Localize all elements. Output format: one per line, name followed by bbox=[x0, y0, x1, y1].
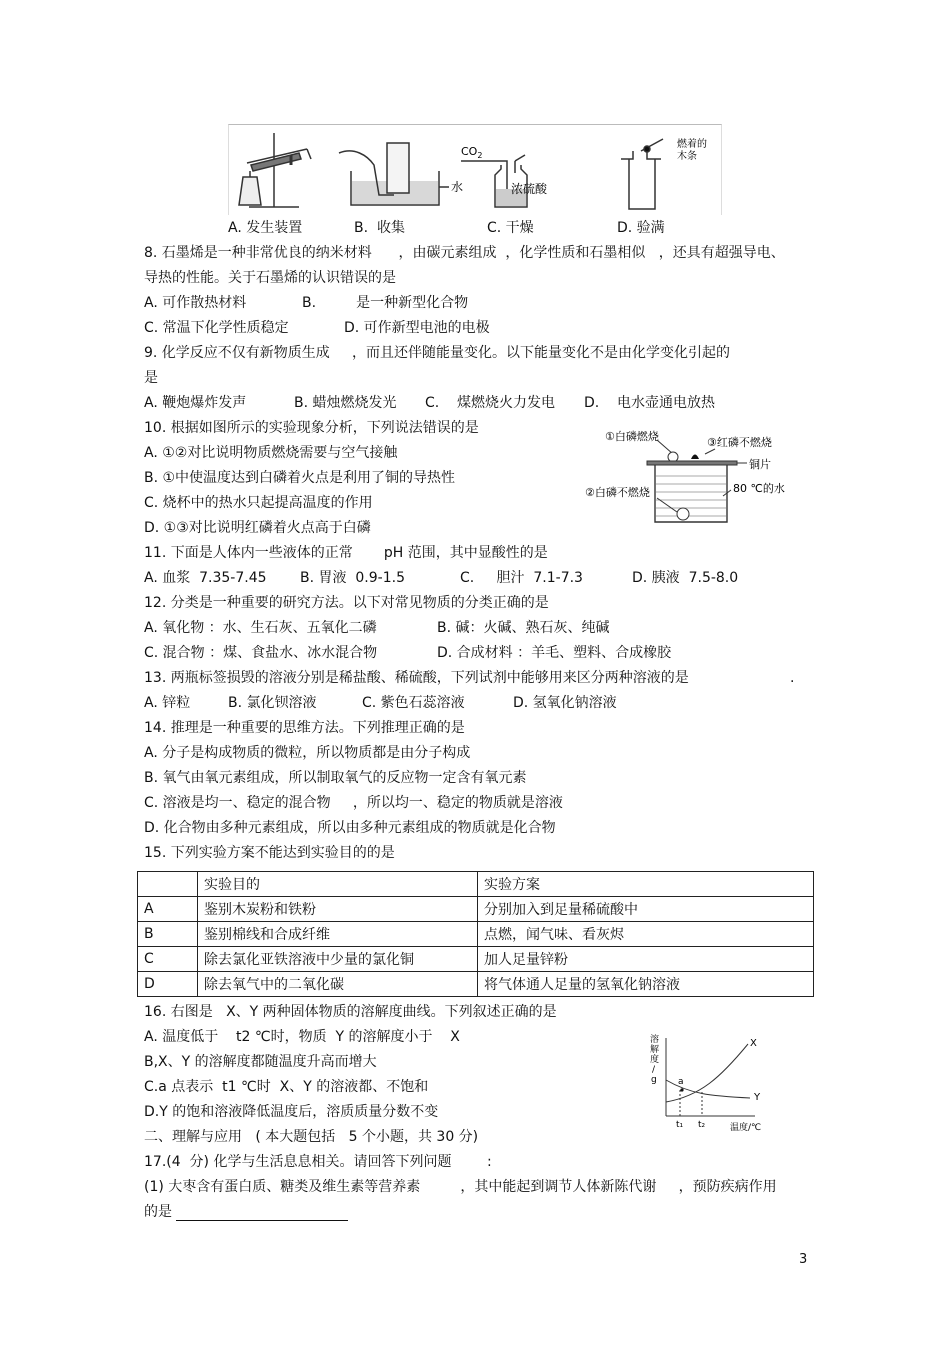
q17-stem: 17.(4 分) 化学与生活息息相关。请回答下列问题 : bbox=[144, 1154, 492, 1170]
apparatus-figure bbox=[228, 124, 722, 215]
table-header-row bbox=[138, 872, 814, 897]
experiment-table bbox=[137, 871, 814, 997]
q13-option-a: A. 锌粒 bbox=[144, 695, 191, 711]
q16-option-d: D.Y 的饱和溶液降低温度后，溶质质量分数不变 bbox=[144, 1104, 439, 1120]
q9-option-c: C. 煤燃烧火力发电 bbox=[425, 395, 556, 411]
x-axis-label: 温度/℃ bbox=[730, 1123, 762, 1133]
table-cell: 加人足量锌粉 bbox=[478, 947, 814, 972]
q11-option-b: B. 胃液 0.9-1.5 bbox=[300, 570, 405, 586]
q12-option-d: D. 合成材料 ：羊毛、塑料、合成橡胶 bbox=[437, 645, 672, 661]
table-cell: 鉴别棉线和合成纤维 bbox=[198, 922, 478, 947]
combustion-figure bbox=[585, 426, 815, 526]
table-cell: 鉴别木炭粉和铁粉 bbox=[198, 897, 478, 922]
table-cell: A bbox=[138, 897, 198, 922]
q14-option-c: C. 溶液是均一、稳定的混合物 ，所以均一、稳定的物质就是溶液 bbox=[144, 795, 563, 811]
q11-option-a: A. 血浆 7.35-7.45 bbox=[144, 570, 267, 586]
label-white-p-underwater: ②白磷不燃烧 bbox=[585, 486, 650, 499]
table-row bbox=[138, 897, 814, 922]
q12-option-c: C. 混合物 ：煤、食盐水、冰水混合物 bbox=[144, 645, 378, 661]
table-cell: 将气体通人足量的氢氧化钠溶液 bbox=[478, 972, 814, 997]
q9-option-b: B. 蜡烛燃烧发光 bbox=[294, 395, 397, 411]
point-a-label: a bbox=[678, 1077, 684, 1087]
q10-option-a: A. ①②对比说明物质燃烧需要与空气接触 bbox=[144, 445, 398, 461]
label-copper: 铜片 bbox=[749, 458, 771, 471]
apparatus-option-b: B. 收集 bbox=[354, 220, 405, 236]
table-row bbox=[138, 922, 814, 947]
table-cell: 除去氧气中的二氧化碳 bbox=[198, 972, 478, 997]
q16-option-b: B,X、Y 的溶解度都随温度升高而增大 bbox=[144, 1054, 377, 1070]
apparatus-option-c: C. 干燥 bbox=[487, 220, 534, 236]
apparatus-drawing bbox=[229, 125, 721, 215]
q10-option-c: C. 烧杯中的热水只起提高温度的作用 bbox=[144, 495, 373, 511]
q11-option-d: D. 胰液 7.5-8.0 bbox=[632, 570, 739, 586]
label-red-p-not-burning: ③红磷不燃烧 bbox=[707, 436, 772, 449]
q15-stem: 15. 下列实验方案不能达到实验目的的是 bbox=[144, 845, 395, 861]
label-hot-water: 80 ℃的水 bbox=[733, 482, 785, 495]
y-axis-label-5: g bbox=[651, 1075, 657, 1085]
q12-option-a: A. 氧化物 ：水、生石灰、五氧化二磷 bbox=[144, 620, 377, 636]
table-header-cell: 实验方案 bbox=[478, 872, 814, 897]
answer-blank[interactable] bbox=[176, 1206, 348, 1221]
q14-stem: 14. 推理是一种重要的思维方法。下列推理正确的是 bbox=[144, 720, 465, 736]
q8-option-d: D. 可作新型电池的电极 bbox=[344, 320, 490, 336]
q8-option-a: A. 可作散热材料 bbox=[144, 295, 247, 311]
q14-option-b: B. 氧气由氧元素组成，所以制取氧气的反应物一定含有氧元素 bbox=[144, 770, 527, 786]
curve-x-label: X bbox=[750, 1038, 757, 1049]
q11-stem: 11. 下面是人体内一些液体的正常 pH 范围，其中显酸性的是 bbox=[144, 545, 548, 561]
q8-option-c: C. 常温下化学性质稳定 bbox=[144, 320, 289, 336]
q10-option-b: B. ①中使温度达到白磷着火点是利用了铜的导热性 bbox=[144, 470, 456, 486]
q10-stem: 10. 根据如图所示的实验现象分析，下列说法错误的是 bbox=[144, 420, 479, 436]
q8-stem-line1: 8. 石墨烯是一种非常优良的纳米材料 ，由碳元素组成 ，化学性质和石墨相似 ，还具有超强导电、 bbox=[144, 245, 785, 261]
tick-t2: t₂ bbox=[698, 1120, 706, 1130]
q13-stem: 13. 两瓶标签损毁的溶液分别是稀盐酸、稀硫酸，下列试剂中能够用来区分两种溶液的是 bbox=[144, 670, 689, 686]
table-cell: B bbox=[138, 922, 198, 947]
apparatus-option-d: D. 验满 bbox=[617, 220, 665, 236]
stick-label-2: 木条 bbox=[677, 151, 697, 162]
q17-part1-cont bbox=[144, 1203, 348, 1221]
y-axis-label-3: 度 bbox=[650, 1055, 660, 1065]
apparatus-option-a: A. 发生装置 bbox=[228, 220, 303, 236]
combustion-drawing bbox=[585, 426, 815, 526]
q13-option-b: B. 氯化钡溶液 bbox=[228, 695, 317, 711]
table-row bbox=[138, 947, 814, 972]
table-cell: 分别加入到足量稀硫酸中 bbox=[478, 897, 814, 922]
stick-label-1: 燃着的 bbox=[677, 139, 707, 150]
q10-option-d: D. ①③对比说明红磷着火点高于白磷 bbox=[144, 520, 371, 536]
q16-stem: 16. 右图是 X、Y 两种固体物质的溶解度曲线。下列叙述正确的是 bbox=[144, 1004, 557, 1020]
q9-option-a: A. 鞭炮爆炸发声 bbox=[144, 395, 247, 411]
tick-t1: t₁ bbox=[676, 1120, 684, 1130]
q9-stem-line1: 9. 化学反应不仅有新物质生成 ，而且还伴随能量变化。以下能量变化不是由化学变化引起的 bbox=[144, 345, 731, 361]
table-cell: D bbox=[138, 972, 198, 997]
solubility-graph bbox=[650, 1034, 780, 1134]
table-cell: 点燃，闻气味、看灰烬 bbox=[478, 922, 814, 947]
co2-label: $CO_2$ bbox=[461, 145, 483, 160]
table-header-cell: 实验目的 bbox=[198, 872, 478, 897]
table-row bbox=[138, 972, 814, 997]
q17-part1-cont-text: 的是 bbox=[144, 1204, 172, 1220]
q12-stem: 12. 分类是一种重要的研究方法。以下对常见物质的分类正确的是 bbox=[144, 595, 549, 611]
q13-option-c: C. 紫色石蕊溶液 bbox=[362, 695, 465, 711]
q13-option-d: D. 氢氧化钠溶液 bbox=[513, 695, 617, 711]
label-white-p-burning: ①白磷燃烧 bbox=[605, 430, 659, 443]
page-number: 3 bbox=[799, 1252, 808, 1267]
y-axis-label-2: 解 bbox=[650, 1045, 660, 1055]
q14-option-a: A. 分子是构成物质的微粒，所以物质都是由分子构成 bbox=[144, 745, 471, 761]
q13-stem-period: . bbox=[790, 670, 795, 686]
y-axis-label-1: 溶 bbox=[650, 1035, 660, 1045]
table-header-cell bbox=[138, 872, 198, 897]
table-cell: C bbox=[138, 947, 198, 972]
curve-x bbox=[666, 1044, 748, 1102]
acid-label: 浓硫酸 bbox=[511, 182, 548, 196]
q16-option-c: C.a 点表示 t1 ℃时 X、Y 的溶液都、不饱和 bbox=[144, 1079, 429, 1095]
q11-option-c: C. 胆汁 7.1-7.3 bbox=[460, 570, 583, 586]
q12-option-b: B. 碱：火碱、熟石灰、纯碱 bbox=[437, 620, 610, 636]
q16-option-a: A. 温度低于 t2 ℃时，物质 Y 的溶解度小于 X bbox=[144, 1029, 460, 1045]
q9-stem-line2: 是 bbox=[144, 370, 158, 386]
q14-option-d: D. 化合物由多种元素组成，所以由多种元素组成的物质就是化合物 bbox=[144, 820, 556, 836]
y-axis-label-4: / bbox=[652, 1065, 656, 1075]
q8-option-b: B. 是一种新型化合物 bbox=[302, 295, 469, 311]
solubility-drawing bbox=[650, 1034, 780, 1134]
q9-option-d: D. 电水壶通电放热 bbox=[584, 395, 716, 411]
table-cell: 除去氯化亚铁溶液中少量的氯化铜 bbox=[198, 947, 478, 972]
q8-stem-line2: 导热的性能。关于石墨烯的认识错误的是 bbox=[144, 270, 396, 286]
water-label: 水 bbox=[451, 180, 464, 194]
q17-part1: (1) 大枣含有蛋白质、糖类及维生素等营养素 ，其中能起到调节人体新陈代谢 ，预防疾病作用 bbox=[144, 1179, 777, 1195]
point-a bbox=[680, 1088, 683, 1091]
section2-heading: 二、理解与应用 ( 本大题包括 5 个小题，共 30 分) bbox=[144, 1129, 479, 1145]
curve-y-label: Y bbox=[754, 1092, 761, 1103]
